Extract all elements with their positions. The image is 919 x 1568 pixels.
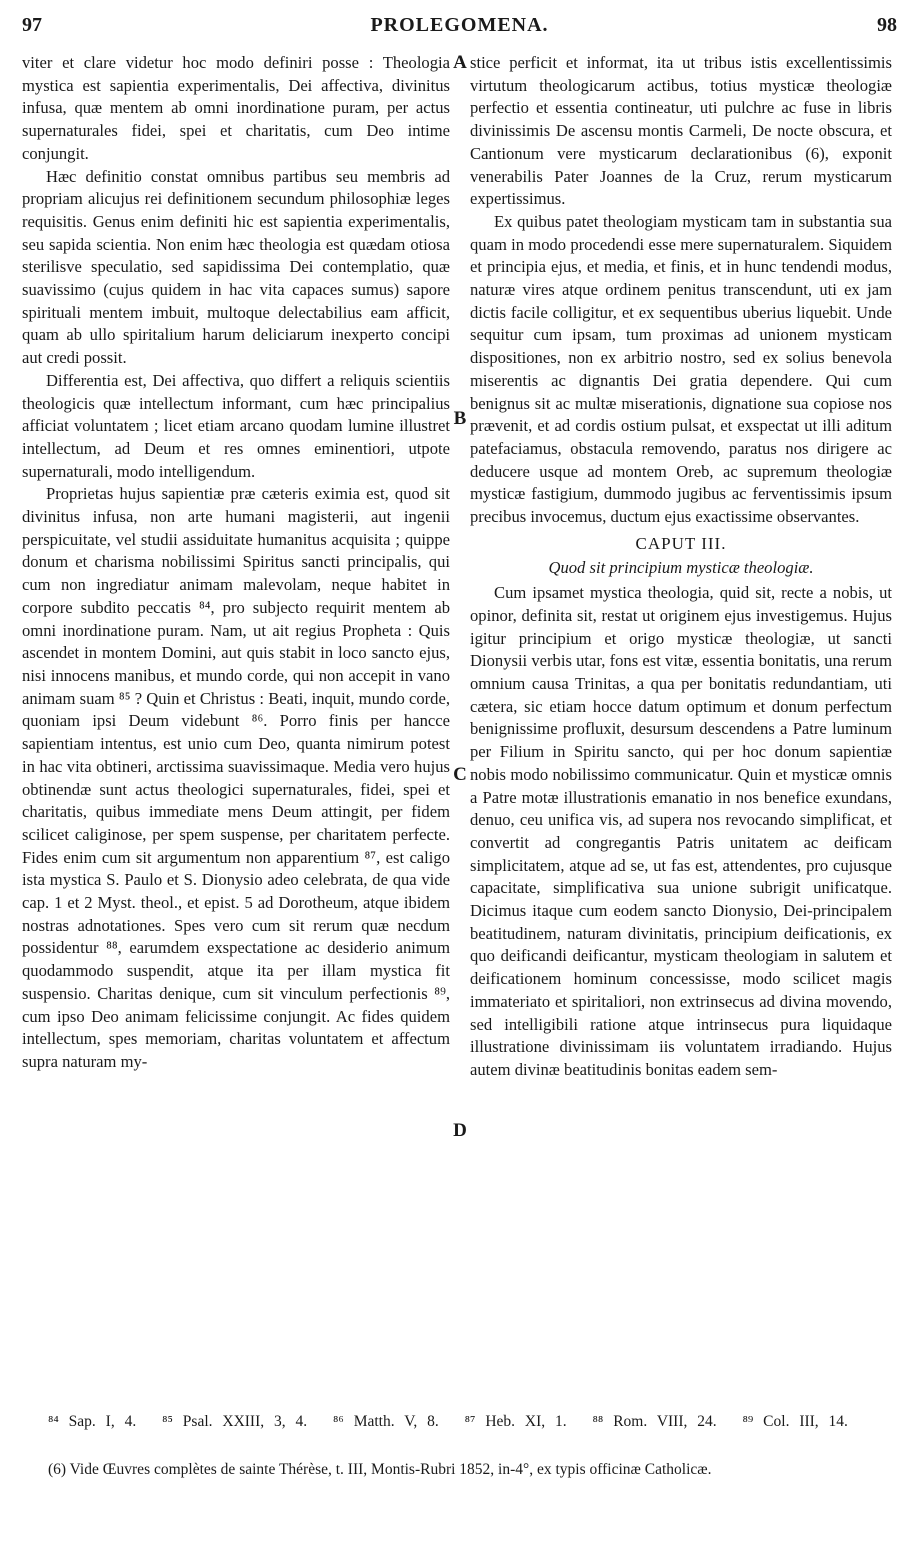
footnote-ref: ⁸⁴ Sap. I, 4. <box>48 1413 137 1430</box>
margin-marker-b: B <box>453 408 467 429</box>
footnote-ref: ⁸⁹ Col. III, 14. <box>742 1413 848 1430</box>
paragraph: Differentia est, Dei affectiva, quo differt a reliquis scientiis theologicis quæ intellectum informant, cum hæc principalius afficiat voluntatem ; licet etiam arcano quodam lumine illustret intellectum, ad Deum et res omnes eminentiori, utpote supernaturali, modo intelligendum. <box>22 370 450 481</box>
margin-marker-a: A <box>453 52 467 73</box>
page-number-left: 97 <box>22 14 42 36</box>
chapter-subheading: Quod sit principium mysticæ theologiæ. <box>548 558 814 578</box>
paragraph: Ex quibus patet theologiam mysticam tam in substantia sua quam in modo procedendi esse mere supernaturalem. Siquidem et principia ejus, et media, et finis, et in hunc tendendi modus, naturæ vires atque ordinem penitus transcendunt, uti ex jam dictis facile colligitur, et ex sequentibus uberius liquebit. Unde sequitur cum ipsam, tum proximas ad unionem mysticam dispositiones, non ex arbitrio nostro, sed ex solius benevola miserentis ac dignantis Dei gratia dependere. Qui cum benignus sit ac multæ miserationis, dignatione sua copiose nos prævenit, et ad cordis ostium pulsat, et exspectat ut illi aditum patefaciamus, obstacula removendo, paratus nos dirigere ac deducere usque ad montem Oreb, ac supremum theologiæ mysticæ fastigium, dummodo jugibus ac ferventissimis ipsum precibus invocemus, ductum ejus exactissime observantes. <box>470 211 892 527</box>
page-header <box>22 14 897 44</box>
page-number-right: 98 <box>877 14 897 36</box>
paragraph: Hæc definitio constat omnibus partibus seu membris ad propriam alicujus rei definitionem secundum philosophiæ leges requisitis. Genus enim definiti hic est sapientia experimentalis, seu sapida scientia. Non enim hæc theologia est quædam otiosa sterilisve speculatio, sed sapidissima Dei contemplatio, quæ suavissimo (cujus quidem in hac vita capaces sumus) sapore spirituali mentem imbuit, multoque delectabilius eam afficit, quam ab ullo spiritalium harum deliciarum inexperto concipi aut credi possit. <box>22 166 450 368</box>
paragraph: viter et clare videtur hoc modo definiri posse : Theologia mystica est sapientia experimentalis, Dei affectiva, divinitus infusa, quæ mentem ab omni inordinatione puram, per actus supernaturales fidei, spei et charitatis, cum Deo intime conjungit. <box>22 53 450 163</box>
footnote-ref: ⁸⁷ Heb. XI, 1. <box>464 1413 567 1430</box>
chapter-heading: CAPUT III. <box>635 533 727 553</box>
footnote-references <box>48 1413 897 1431</box>
footnote-ref: ⁸⁸ Rom. VIII, 24. <box>592 1413 717 1430</box>
left-column <box>22 52 450 1392</box>
footnote-note: (6) Vide Œuvres complètes de sainte Thérèse, t. III, Montis-Rubri 1852, in-4°, ex typis officinæ Catholicæ. <box>48 1461 712 1478</box>
paragraph: Proprietas hujus sapientiæ præ cæteris eximia est, quod sit divinitus infusa, non arte humani magisterii, aut ingenii perspicuitate, vel studii assiduitate humanitus acquisita ; quippe donum et charisma nobilissimi Spiritus sancti principalis, qui cum non ingrediatur animam malevolam, neque habitet in corpore subdito peccatis ⁸⁴, pro subjecto requirit mentem ab omni inordinatione puram. Nam, ut ait regius Propheta : Quis ascendet in montem Domini, aut quis stabit in loco sancto ejus, nisi innocens manibus, et mundo corde, qui non accepit in vano animam suam ⁸⁵ ? Quin et Christus : Beati, inquit, mundo corde, quoniam ipsi Deum videbunt ⁸⁶. Porro finis per hancce sapientiam intentus, est unio cum Deo, quanta nimirum potest in hac vita obtineri, arctissima suavissimaque. Media vero hujus obtinendæ sunt actus theologici supernaturales, fidei, spei et charitatis, quibus immediate mens Deum attingit, per fidem scilicet caliginose, per spem suspense, per charitatem perfecte. Fides enim cum sit argumentum non apparentium ⁸⁷, est caligo ista mystica S. Paulo et S. Dionysio adeo celebrata, de qua vide cap. 1 et 2 Myst. theol., et epist. 5 ad Dorotheum, atque ibidem nostras adnotationes. Spes vero cum sit rerum quæ necdum possidentur ⁸⁸, earumdem exspectatione ac desiderio animum quodammodo suspendit, atque ita per illam mystica fit suspensio. Charitas denique, cum sit vinculum perfectionis ⁸⁹, cum ipso Deo animam felicissime conjungit. Ac fides quidem intellectum, spes memoriam, charitas voluntatem et affectum supra naturam my- <box>22 484 450 1071</box>
footnote-ref: ⁸⁵ Psal. XXIII, 3, 4. <box>162 1413 308 1430</box>
right-column <box>470 52 892 1392</box>
paragraph: Cum ipsamet mystica theologia, quid sit, recte a nobis, ut opinor, definita sit, restat ut originem ejus investigemus. Hujus igitur principium et origo mysticæ theologiæ, ut sancti Dionysii verbis utar, fons est vitæ, essentia bonitatis, una rerum omnium causa Trinitas, a qua per bonitatis redundantiam, uti cætera, sic etiam hocce datum optimum et donum perfectum benignissime profluxit, desursum descendens a Patre luminum per Filium in Spiritu sancto, qui per hoc donum sapientiæ nobis modo nobilissimo communicatur. Quin et mysticæ omnis a Patre motæ illustrationis emanatio in nos benefice exundans, denuo, ceu unifica vis, ad supera nos revocando simplificat, et convertit ad congregantis Patris unitatem ac deificam simplicitatem, atque ad se, ut fas est, attendentes, pro cujusque capacitate, simplificativa sua unione subrigit unificatque. Dicimus itaque cum eodem sancto Dionysio, Dei-principalem beatitudinem, naturam divinitatis, principium deificationis, ex quo deificandi deificantur, mysticam theologiam in salutem et deificationem hominum concessisse, modo scilicet magis immateriato et spiritaliori, non extrinsecus ad divina movendo, sed intelligibili ratione atque intrinsecus pura liquidaque illustratione divinissimam iis voluntatem irradiando. Hujus autem divinæ beatitudinis bonitas eadem sem- <box>470 583 892 1079</box>
margin-marker-c: C <box>453 764 467 785</box>
footnote-ref: ⁸⁶ Matth. V, 8. <box>333 1413 439 1430</box>
margin-marker-d: D <box>453 1120 467 1141</box>
paragraph: stice perficit et informat, ita ut tribus istis excellentissimis virtutum theologicarum actibus, totius mysticæ theologiæ perfectio et essentia contineatur, uti pulchre ac fuse in libris divinissimis De ascensu montis Carmeli, De nocte obscura, et Cantionum vere mysticarum declarationibus (6), exponit venerabilis Pater Joannes de la Cruz, rerum mysticarum expertissimus. <box>470 53 892 209</box>
running-title: PROLEGOMENA. <box>370 14 549 36</box>
